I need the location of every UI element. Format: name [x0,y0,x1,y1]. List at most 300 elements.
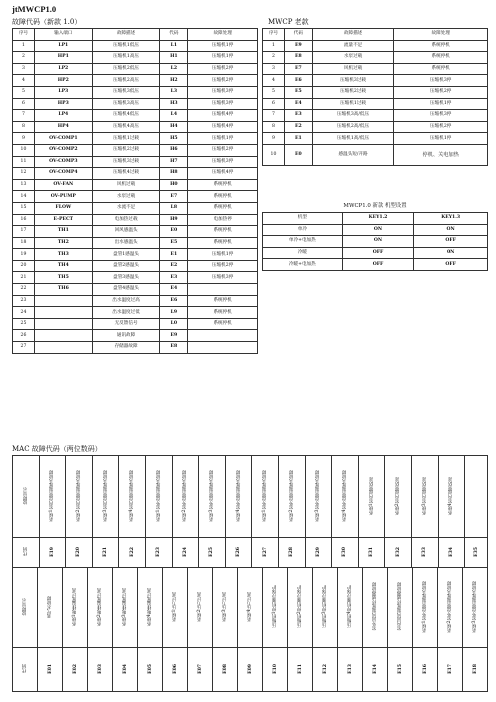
settings-title: MWCP1.0 新款 机型设置 [343,203,407,209]
table-row [13,156,258,168]
mac-top-table [12,455,488,568]
mac-title: MAC 故障代码（两位数码） [12,445,102,453]
table-cell [34,295,92,307]
mac-code-cell-text: E35 [473,546,479,557]
table-cell: 25 [13,318,35,330]
table-cell: 5 [263,86,285,98]
mac-desc-cell-text: 系统2压力过高 [197,591,202,622]
mac-desc-cell-text: 系统1室外盘管温度头故障 [422,580,427,633]
header-cell: 序号 [263,29,285,41]
table-cell: 6 [263,98,285,110]
mac-desc-cell [92,456,119,538]
table-cell: OV-COMP3 [34,156,92,168]
table-cell: 压缩机3停 [188,86,258,98]
mac-code-cell-text: E20 [76,546,82,557]
mac-desc-cell-text: 系统2室内盘管防冻 [395,476,401,515]
table-row [13,63,258,75]
mac-desc-cell [363,568,388,648]
table-cell: 压缩机2停 [188,260,258,272]
mac-code-cell [163,648,188,692]
table-row [263,121,488,133]
mac-code-cell [438,648,463,692]
table-row [13,121,258,133]
table-cell: ON [342,236,414,248]
table-cell: 系统停机 [188,226,258,238]
table-cell: 压缩机1停 [188,52,258,64]
table-cell: 8 [13,121,35,133]
mac-desc-cell-text: 室外回风温度传感器故障 [372,582,377,631]
table-cell [34,330,92,342]
mac-label-cell [13,538,40,568]
table-cell: H0 [160,179,188,191]
mac-bottom-table [12,567,488,692]
table-header-row [263,213,488,225]
header-cell: 代码 [284,29,312,41]
mac-code-cell [172,538,199,568]
table-row [13,40,258,52]
table-header-row [263,29,488,41]
mac-code-cell-text: E15 [397,663,403,674]
mac-desc-cell-text: 系统4室内盘管防冻 [448,476,454,515]
table-cell: H7 [160,156,188,168]
table-cell: 26 [13,330,35,342]
table-cell: LP3 [34,86,92,98]
mac-code-cell-text: E25 [209,546,215,557]
mac-code-cell-text: E18 [472,663,478,674]
table-cell: LP2 [34,63,92,75]
mac-desc-cell-text: 系统4室外盘管温度头故障 [235,469,241,522]
mac-desc-cell-text: 系统3压力过高 [222,591,227,622]
table-cell: H2 [160,75,188,87]
mac-code-cell [388,648,413,692]
table-cell: 压缩机4停 [188,121,258,133]
mac-desc-cell [113,568,138,648]
mac-code-cell [199,538,226,568]
mac-desc-cell [119,456,146,538]
mac-desc-cell-text: 系统2室外盘管温度头故障 [288,469,294,522]
mac-code-cell [332,538,359,568]
table-cell: E8 [284,52,312,64]
mac-desc-cell-text: 系统3室外盘管温度头故障 [315,469,321,522]
table-cell: 10 [263,144,285,165]
table-cell: 压缩机3停 [394,110,488,122]
mac-code-cell-text: E31 [369,546,375,557]
mac-desc-cell [138,568,163,648]
table-cell: E5 [284,86,312,98]
table-cell: 系统停机 [188,179,258,191]
table-cell: 22 [13,284,35,296]
table-cell: 23 [13,295,35,307]
table-cell: 压缩机4过载 [92,168,160,180]
mac-code-cell-text: E27 [262,546,268,557]
mac-code-cell-text: E14 [372,663,378,674]
table-cell: 压缩机3过载 [92,156,160,168]
mac-code-cell [463,648,488,692]
mac-code-cell [411,538,438,568]
table-cell: 盘管1感温头 [92,249,160,261]
table-cell: 13 [13,179,35,191]
mac-desc-cell-text: 系统2室外盘管温度头故障 [447,580,452,633]
table-cell: 17 [13,226,35,238]
table-cell: 风机过载 [312,63,394,75]
table-cell: HP2 [34,75,92,87]
right-subtitle: MWCP 老款 [268,18,309,26]
mac-code-cell-text: E19 [49,546,55,557]
mac-code-cell [465,538,488,568]
mac-code-cell-text: E16 [422,663,428,674]
table-row [13,133,258,145]
table-row [13,260,258,272]
table-row [13,226,258,238]
table-cell: 压缩机2低压 [92,63,160,75]
table-cell: 压缩机1低压 [92,40,160,52]
mac-code-cell [313,648,338,692]
table-row [263,63,488,75]
table-cell: 9 [263,133,285,145]
mac-code-cell [252,538,279,568]
document-title: jtMWCP1.0 [12,4,57,14]
mac-desc-cell [172,456,199,538]
table-cell: 压缩机3停 [188,156,258,168]
table-cell: 盘管4感温头 [92,284,160,296]
table-cell: H1 [160,52,188,64]
header-cell: 输入端口 [34,29,92,41]
table-cell: L4 [160,110,188,122]
table-row [263,40,488,52]
table-cell [34,307,92,319]
mac-code-cell [88,648,113,692]
table-row [13,295,258,307]
table-cell: 3 [263,63,285,75]
mac-desc-cell [385,456,412,538]
table-cell: E5 [160,237,188,249]
table-cell: OV-COMP2 [34,144,92,156]
table-row [13,191,258,203]
header-cell: 机型 [263,213,343,225]
table-cell: 2 [263,52,285,64]
table-row [13,214,258,226]
mac-code-cell-text: E32 [395,546,401,557]
right-fault-table [262,28,488,166]
mac-desc-cell [145,456,172,538]
mac-code-cell [305,538,332,568]
mac-code-cell-text: E34 [448,546,454,557]
table-cell: 水流不足 [92,202,160,214]
table-row [13,307,258,319]
table-cell: 压缩机2停 [188,75,258,87]
mac-desc-cell [288,568,313,648]
table-row [13,110,258,122]
table-cell: TH5 [34,272,92,284]
table-cell: 出水温度过高 [92,295,160,307]
table-cell: H3 [160,98,188,110]
table-cell: 27 [13,342,35,354]
table-cell: 1 [13,40,35,52]
left-fault-table [12,28,258,354]
mac-code-cell [145,538,172,568]
mac-code-cell [278,538,305,568]
table-cell: 风机过载 [92,179,160,191]
table-cell: TH4 [34,260,92,272]
table-cell: 4 [263,75,285,87]
table-cell: H9 [160,214,188,226]
table-cell: OFF [342,247,414,259]
table-cell: 系统停机 [188,191,258,203]
mac-code-cell [39,538,66,568]
table-cell: HP4 [34,121,92,133]
table-cell: 水泵过载 [92,191,160,203]
table-cell: 压缩机4停 [188,168,258,180]
mac-desc-cell-text: 蒸气水故障 [47,595,52,618]
mac-desc-cell [66,456,93,538]
mac-desc-cell-text: 系统1吸排温度过高 [72,587,77,626]
mac-code-cell-text: E24 [182,546,188,557]
mac-code-cell-text: E29 [315,546,321,557]
table-cell: E4 [160,284,188,296]
table-cell: 压缩机3过载 [312,75,394,87]
table-cell: 10 [13,144,35,156]
table-cell: 1 [263,40,285,52]
table-cell: 压缩机1过载 [92,133,160,145]
mac-desc-cell-text: 系统3室外盘管温度头故障 [472,580,477,633]
mac-desc-cell [305,456,332,538]
table-cell: 压缩机1过载 [312,98,394,110]
mac-code-cell [438,538,465,568]
table-cell: 7 [263,110,285,122]
table-cell: ON [342,224,414,236]
mac-desc-cell [188,568,213,648]
table-row [13,318,258,330]
table-cell: 压缩机3高压 [92,98,160,110]
table-cell: 压缩机4低压 [92,110,160,122]
table-cell: TH3 [34,249,92,261]
table-cell: L8 [160,202,188,214]
table-cell: 压缩机3停 [188,272,258,284]
header-cell: 代码 [160,29,188,41]
mac-code-cell [188,648,213,692]
mac-desc-cell [39,456,66,538]
table-cell: 20 [13,260,35,272]
table-cell: 流量不足 [312,40,394,52]
header-cell: 序号 [13,29,35,41]
mac-code-cell [358,538,385,568]
table-cell: 24 [13,307,35,319]
mac-code-cell-text: E30 [342,546,348,557]
table-cell: 冷暖+电加热 [263,259,343,271]
mac-code-cell-text: E06 [172,663,178,674]
table-cell [188,284,258,296]
table-cell: 系统停机 [188,318,258,330]
table-cell: 压缩机2停 [394,86,488,98]
table-cell: 电加热过载 [92,214,160,226]
mac-desc-cell [225,456,252,538]
header-cell: 故障描述 [312,29,394,41]
table-cell: L9 [160,307,188,319]
table-cell: 压缩机3停 [394,75,488,87]
table-cell: 21 [13,272,35,284]
mac-code-cell-text: E23 [156,546,162,557]
mac-desc-cell-text: 系统4室内盘管温度头故障 [129,469,135,522]
table-cell: 压缩机3停 [188,98,258,110]
mac-desc-cell [238,568,263,648]
mac-code-cell-text: E09 [247,663,253,674]
table-cell: 通讯故障 [92,330,160,342]
table-cell: E8 [160,342,188,354]
table-cell: E1 [284,133,312,145]
table-cell: L0 [160,318,188,330]
table-cell: E-PECT [34,214,92,226]
mac-code-cell-text: E01 [47,663,53,674]
table-row [13,342,258,354]
mac-code-cell [113,648,138,692]
table-cell: 系统停机 [394,40,488,52]
table-cell: H8 [160,168,188,180]
table-row [13,202,258,214]
mac-code-cell [363,648,388,692]
mac-desc-cell-text: 室内回风温度传感器故障 [397,582,402,631]
left-subtitle: 故障代码（新款 1.0） [12,18,82,26]
table-row [13,144,258,156]
table-cell: E3 [284,110,312,122]
mac-code-cell-text: E28 [289,546,295,557]
table-row [13,86,258,98]
table-cell: E4 [284,98,312,110]
table-cell: 压缩机1高/低压 [312,133,394,145]
mac-code-cell-text: E17 [447,663,453,674]
table-cell: 水泵过载 [312,52,394,64]
table-cell: 存储器故障 [92,342,160,354]
mac-desc-cell-text: 压缩机4停机制冷保护 [347,585,352,628]
table-row [13,179,258,191]
table-cell: FLOW [34,202,92,214]
table-cell: 系统停机 [188,202,258,214]
header-cell: 故障处理 [394,29,488,41]
table-cell: LP4 [34,110,92,122]
mac-desc-cell [88,568,113,648]
mac-desc-cell [358,456,385,538]
model-settings-table [262,212,488,271]
table-cell: 4 [13,75,35,87]
table-cell: 压缩机2停 [188,144,258,156]
table-cell: 压缩机2高/低压 [312,121,394,133]
mac-code-cell [63,648,88,692]
mac-code-cell [38,648,63,692]
table-row [13,168,258,180]
mac-code-cell-text: E03 [97,663,103,674]
table-cell: OV-COMP4 [34,168,92,180]
table-cell: HP3 [34,98,92,110]
table-cell: 16 [13,214,35,226]
table-row [263,259,488,271]
table-cell [34,342,92,354]
table-cell: 盘管3感温头 [92,272,160,284]
table-row [13,330,258,342]
mac-code-cell-text: E12 [322,663,328,674]
mac-desc-cell [465,456,488,538]
table-cell: OFF [342,259,414,271]
table-cell: 3 [13,63,35,75]
table-cell [188,342,258,354]
header-cell: 故障处理 [188,29,258,41]
table-cell: OV-PUMP [34,191,92,203]
table-row [263,236,488,248]
mac-desc-cell [278,456,305,538]
table-cell: 5 [13,86,35,98]
table-cell: 出水感温头 [92,237,160,249]
table-cell: 压缩机3高/低压 [312,110,394,122]
table-row [13,52,258,64]
table-cell: 压缩机1高压 [92,52,160,64]
table-row [263,86,488,98]
table-cell: E7 [160,191,188,203]
table-cell: 系统停机 [394,52,488,64]
table-cell: L3 [160,86,188,98]
mac-desc-cell-text: 系统3室内盘管温度头故障 [102,469,108,522]
mac-code-cell-text: E05 [147,663,153,674]
table-cell: L1 [160,40,188,52]
table-cell: E7 [284,63,312,75]
mac-code-cell-text: E21 [103,546,109,557]
mac-label-cell-text: 故障显示 [22,486,28,505]
table-cell [34,318,92,330]
mac-code-cell [66,538,93,568]
mac-code-cell-text: E07 [197,663,203,674]
table-cell: 感温头短/开路 [312,144,394,165]
table-row [13,272,258,284]
table-row [263,144,488,165]
table-cell: 压缩机1停 [188,40,258,52]
mac-desc-cell [332,456,359,538]
table-cell: 18 [13,237,35,249]
mac-label-cell-text: 故障显示 [22,597,27,616]
table-row [13,249,258,261]
table-cell: H5 [160,133,188,145]
header-cell: KEY1.2 [342,213,414,225]
table-cell: E2 [160,260,188,272]
table-cell: 压缩机1停 [188,133,258,145]
mac-code-cell [238,648,263,692]
table-cell: 压缩机4停 [188,110,258,122]
table-cell: 压缩机2高压 [92,75,160,87]
table-cell: E9 [284,40,312,52]
mac-desc-cell-text: 系统3室内盘管防冻 [421,476,427,515]
mac-code-cell [92,538,119,568]
table-cell: 无反馈信号 [92,318,160,330]
table-cell: 单冷+电加热 [263,236,343,248]
table-cell: 14 [13,191,35,203]
table-row [263,247,488,259]
table-cell: 压缩机3低压 [92,86,160,98]
mac-desc-cell [411,456,438,538]
mac-desc-cell [313,568,338,648]
mac-desc-cell [463,568,488,648]
mac-code-cell-text: E33 [422,546,428,557]
table-cell: 压缩机2停 [394,121,488,133]
mac-desc-cell-text: 系统4室外盘管温度头故障 [341,469,347,522]
mac-desc-cell-text: 系统3吸排温度过高 [122,587,127,626]
table-cell: 系统停机 [188,295,258,307]
table-cell: 6 [13,98,35,110]
table-cell: 系统停机 [188,307,258,319]
table-cell: 压缩机1停 [394,98,488,110]
mac-desc-cell [388,568,413,648]
table-cell: E9 [160,330,188,342]
mac-desc-cell-text: 系统2室内盘管温度头故障 [75,469,81,522]
table-row [263,98,488,110]
table-cell: OFF [414,236,488,248]
mac-code-cell [385,538,412,568]
mac-desc-cell [263,568,288,648]
